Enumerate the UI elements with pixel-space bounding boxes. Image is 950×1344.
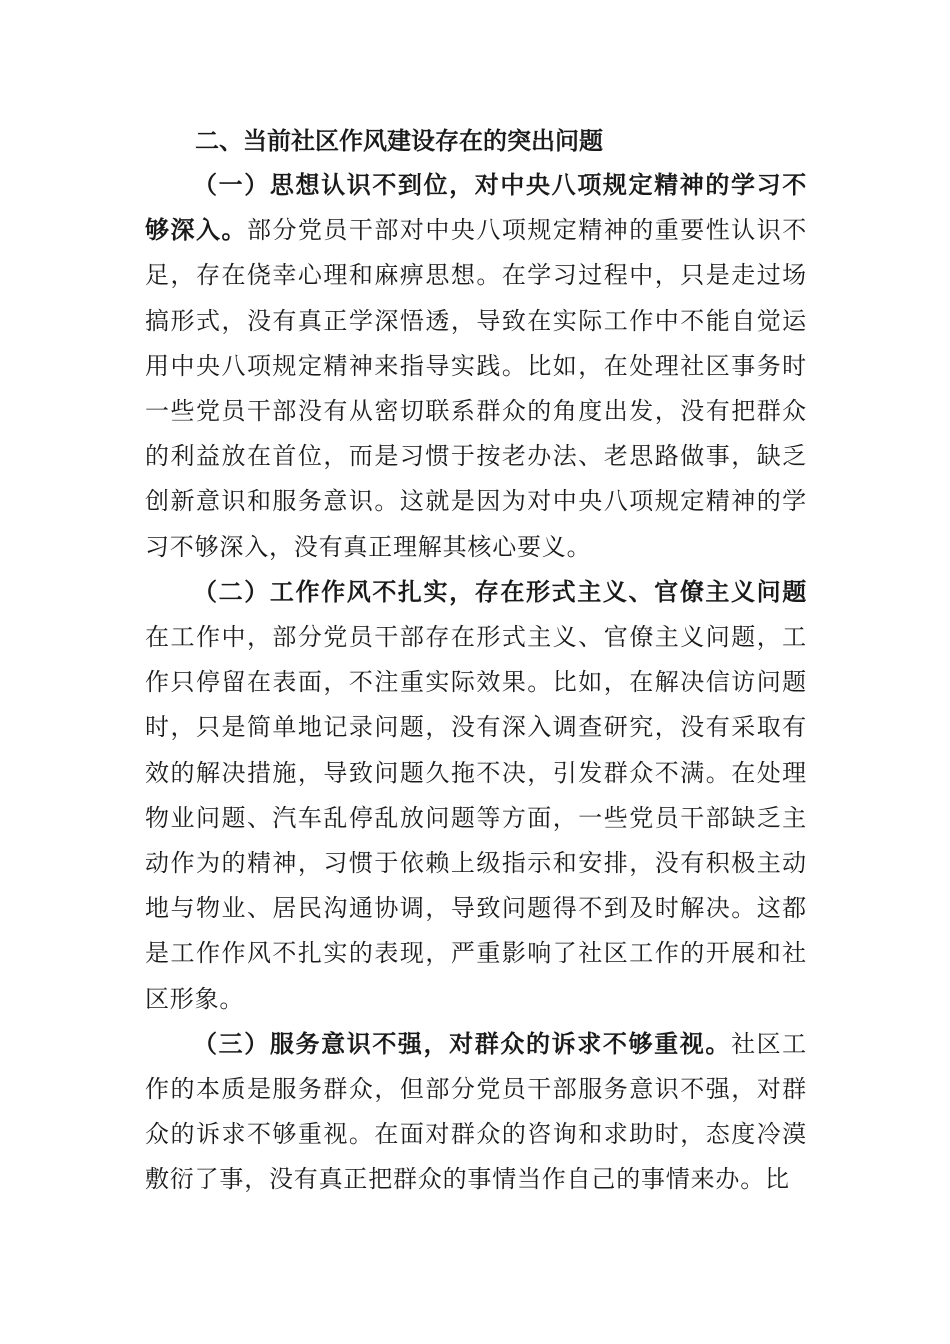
document-body — [145, 122, 807, 1203]
section-heading: 二、当前社区作风建设存在的突出问题 — [195, 127, 603, 155]
paragraph-3-lead: （三）服务意识不强，对群众的诉求不够重视。 — [193, 1029, 731, 1058]
paragraph-2-lead: （二）工作作风不扎实，存在形式主义、官僚主义问题 — [193, 577, 807, 606]
paragraph-2-body: 在工作中，部分党员干部存在形式主义、官僚主义问题，工作只停留在表面，不注重实际效果。比如，在解决信访问题时，只是简单地记录问题，没有深入调查研究，没有采取有效的解决措施，导致问题久拖不决，引发群众不满。在处理物业问题、汽车乱停乱放问题等方面，一些党员干部缺乏主动作为的精神，习惯于依赖上级指示和安排，没有积极主动地与物业、居民沟通协调，导致问题得不到及时解决。这都是工作作风不扎实的表现，严重影响了社区工作的开展和社区形象。 — [145, 623, 807, 1013]
paragraph-1-lead: （一）思想认识不到位，对中央八项规定精神的学习不够深入。 — [145, 171, 807, 245]
paragraph-3 — [145, 1022, 807, 1203]
paragraph-2 — [145, 570, 807, 1022]
paragraph-3-body: 社区工作的本质是服务群众，但部分党员干部服务意识不强，对群众的诉求不够重视。在面对群众的咨询和求助时，态度冷漠敷衍了事，没有真正把群众的事情当作自己的事情来办。比 — [145, 1029, 807, 1194]
paragraph-1-body: 部分党员干部对中央八项规定精神的重要性认识不足，存在侥幸心理和麻痹思想。在学习过程中，只是走过场搞形式，没有真正学深悟透，导致在实际工作中不能自觉运用中央八项规定精神来指导实践。比如，在处理社区事务时一些党员干部没有从密切联系群众的角度出发，没有把群众的利益放在首位，而是习惯于按老办法、老思路做事，缺乏创新意识和服务意识。这就是因为对中央八项规定精神的学习不够深入，没有真正理解其核心要义。 — [145, 216, 807, 561]
paragraph-1 — [145, 163, 807, 570]
